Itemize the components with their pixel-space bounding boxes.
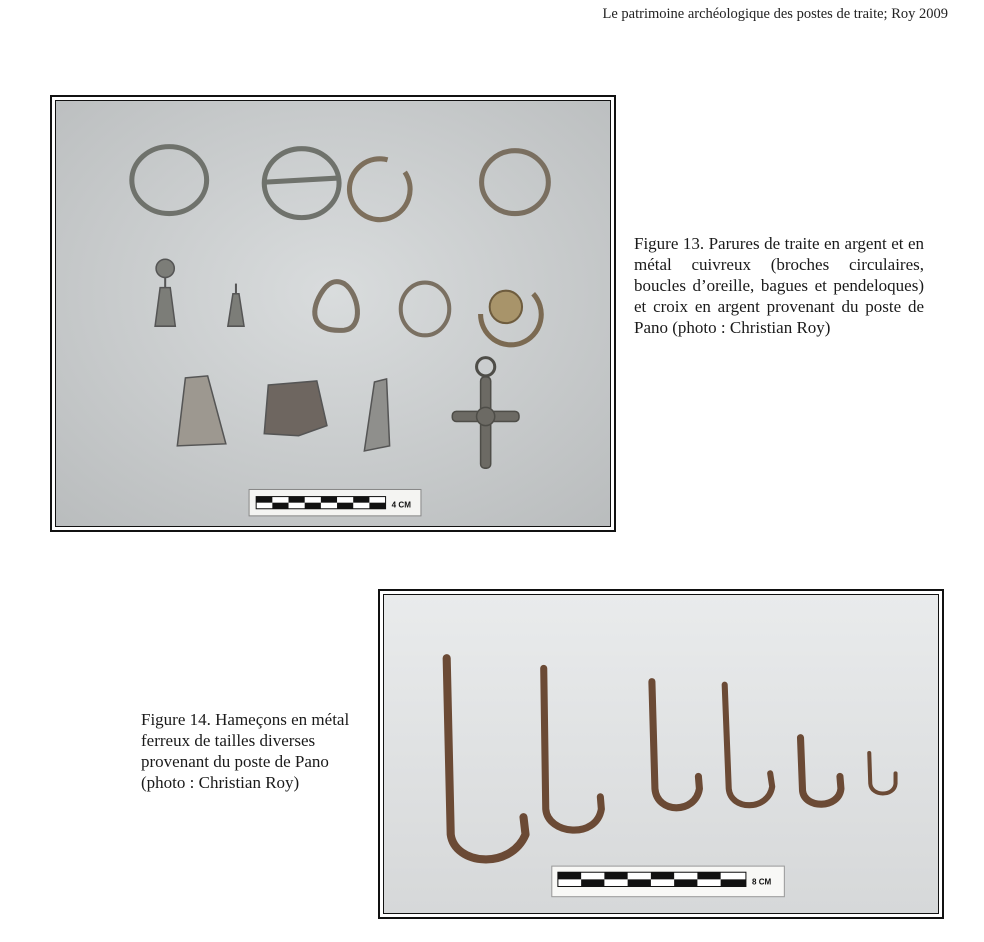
figure-13-photo bbox=[50, 95, 616, 532]
figure-14-caption: Figure 14. Hameçons en métal ferreux de tailles diverses provenant du poste de Pano (photo : Christian Roy) bbox=[141, 710, 350, 792]
scale-label-8cm: 8 CM bbox=[751, 877, 772, 887]
running-header: Le patrimoine archéologique des postes de traite; Roy 2009 bbox=[602, 6, 948, 22]
fish-hooks-photo bbox=[384, 595, 938, 913]
scale-bar-8cm bbox=[552, 866, 785, 897]
scale-label-4cm: 4 CM bbox=[391, 500, 411, 510]
trade-ornaments-photo bbox=[56, 101, 610, 526]
ring-bezel bbox=[490, 291, 522, 323]
figure-13-caption: Figure 13. Parures de traite en argent et en métal cuivreux (broches circulaires, boucles d’oreille, bagues et pendeloques) et croix en argent provenant du poste de Pano (photo : Christian Roy) bbox=[634, 234, 924, 337]
figure-14-photo bbox=[378, 589, 944, 919]
scale-bar-4cm bbox=[249, 489, 421, 515]
